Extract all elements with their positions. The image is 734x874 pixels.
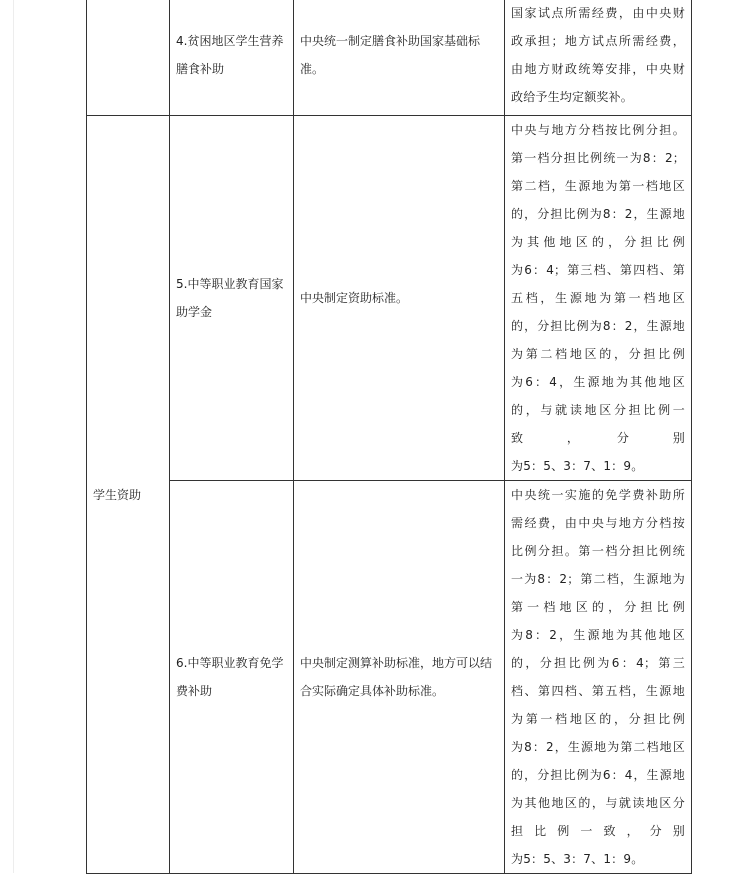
funding-line: 五档，生源地为第一档地区 [511, 291, 685, 305]
funding-line: 由地方财政统筹安排，中央财 [511, 62, 685, 76]
page-gutter-line [13, 0, 14, 873]
funding-line: 为6：4，生源地为其他地区 [511, 375, 685, 389]
category-cell: 学生资助 [87, 116, 170, 874]
funding-line: 的，分担比例为8：2，生源地 [511, 319, 685, 333]
table-row [87, 0, 692, 116]
funding-line: 第一档分担比例统一为8：2； [511, 151, 685, 165]
funding-line: 为其他地区的，与就读地区分 [511, 796, 685, 810]
funding-line: 第一档地区的，分担比例 [511, 600, 685, 614]
funding-cell [505, 0, 692, 116]
funding-line: 国家试点所需经费，由中央财 [511, 6, 685, 20]
funding-line: 的，分担比例为8：2，生源地 [511, 207, 685, 221]
funding-line: 致 ， 分 别 [511, 431, 685, 445]
funding-line: 为第二档地区的，分担比例 [511, 347, 685, 361]
funding-line: 政承担；地方试点所需经费， [511, 34, 685, 48]
funding-line: 第二档，生源地为第一档地区 [511, 179, 685, 193]
funding-line: 的，分担比例为6：4；第三 [511, 656, 685, 670]
funding-line: 为6：4；第三档、第四档、第 [511, 263, 685, 277]
funding-line: 档、第四档、第五档，生源地 [511, 684, 685, 698]
table-row [87, 116, 692, 481]
funding-line: 担比例一致，分别 [511, 824, 685, 838]
funding-line: 为8：2，生源地为第二档地区 [511, 740, 685, 754]
funding-line: 政给予生均定额奖补。 [511, 90, 634, 104]
item-cell: 4.贫困地区学生营养膳食补助 [170, 0, 294, 116]
funding-line: 一为8：2；第二档，生源地为 [511, 572, 685, 586]
funding-line: 中央统一实施的免学费补助所 [511, 488, 685, 502]
standard-cell: 中央制定测算补助标准，地方可以结合实际确定具体补助标准。 [294, 481, 505, 874]
standard-cell: 中央统一制定膳食补助国家基础标准。 [294, 0, 505, 116]
funding-line: 需经费，由中央与地方分档按 [511, 516, 685, 530]
standard-cell: 中央制定资助标准。 [294, 116, 505, 481]
funding-line: 为5：5、3：7、1：9。 [511, 459, 644, 473]
funding-cell [505, 481, 692, 874]
item-cell: 6.中等职业教育免学费补助 [170, 481, 294, 874]
fiscal-responsibility-table [86, 0, 692, 874]
funding-line: 为5：5、3：7、1：9。 [511, 852, 644, 866]
funding-line: 为其他地区的，分担比例 [511, 235, 685, 249]
category-cell [87, 0, 170, 116]
funding-cell [505, 116, 692, 481]
funding-line: 中央与地方分档按比例分担。 [511, 123, 685, 137]
funding-line: 为第一档地区的，分担比例 [511, 712, 685, 726]
funding-line: 的，分担比例为6：4，生源地 [511, 768, 685, 782]
table-row [87, 481, 692, 874]
item-cell: 5.中等职业教育国家助学金 [170, 116, 294, 481]
funding-line: 比例分担。第一档分担比例统 [511, 544, 685, 558]
funding-line: 为8：2，生源地为其他地区 [511, 628, 685, 642]
funding-line: 的，与就读地区分担比例一 [511, 403, 685, 417]
